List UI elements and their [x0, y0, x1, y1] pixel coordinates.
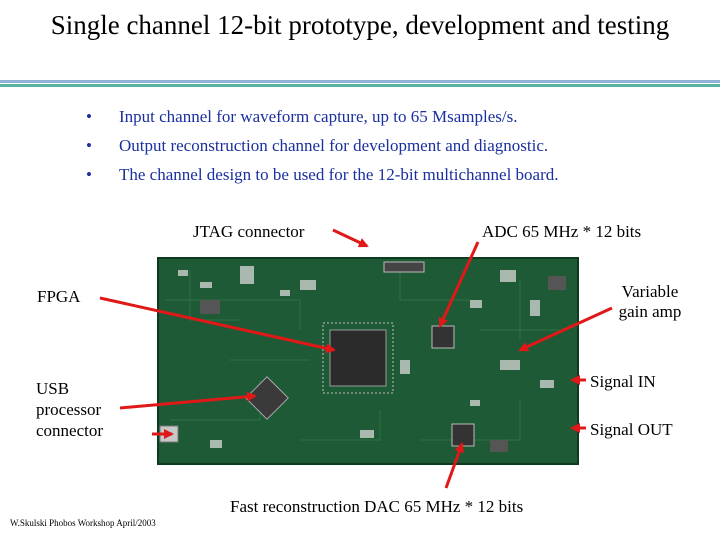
label-jtag-connector: JTAG connector — [193, 222, 305, 241]
bullet-glyph: • — [86, 107, 92, 126]
label-usb-processor-connector — [36, 378, 103, 441]
label-dac: Fast reconstruction DAC 65 MHz * 12 bits — [230, 497, 524, 516]
footer-credit: W.Skulski Phobos Workshop April/2003 — [10, 518, 156, 528]
label-usb-line3: connector — [36, 421, 104, 440]
bullet-text: Input channel for waveform capture, up to 65 Msamples/s. — [119, 107, 518, 126]
bullet-text: The channel design to be used for the 12-bit multichannel board. — [119, 165, 559, 184]
label-fpga: FPGA — [37, 287, 81, 306]
label-usb-line1: USB — [36, 379, 70, 398]
bullet-text: Output reconstruction channel for development and diagnostic. — [119, 136, 549, 155]
bullet-glyph: • — [86, 165, 92, 184]
label-signal-in: Signal IN — [590, 372, 656, 391]
label-adc: ADC 65 MHz * 12 bits — [482, 222, 642, 241]
adc-chip — [432, 326, 454, 348]
label-vga-line1: Variable — [621, 282, 679, 301]
jtag-connector-part — [384, 262, 424, 272]
dac-chip — [452, 424, 474, 446]
arrow-jtag — [333, 230, 367, 246]
label-vga-line2: gain amp — [618, 302, 682, 321]
pcb-board — [158, 258, 578, 464]
bullet-glyph: • — [86, 136, 92, 155]
label-variable-gain-amp — [610, 282, 690, 322]
fpga-chip — [330, 330, 386, 386]
slide-title: Single channel 12-bit prototype, development and testing — [50, 10, 670, 40]
label-signal-out: Signal OUT — [590, 420, 673, 439]
label-usb-line2: processor — [36, 400, 102, 419]
